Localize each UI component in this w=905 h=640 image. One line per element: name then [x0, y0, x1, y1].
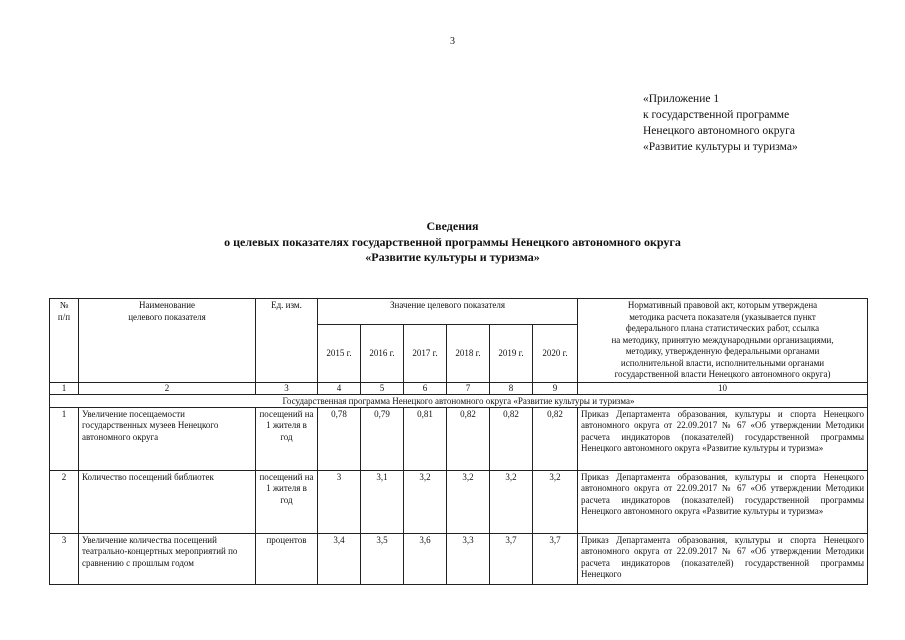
header-values: Значение целевого показателя: [318, 299, 578, 325]
row-normative: Приказ Департамента образования, культуры и спорта Ненецкого автономного округа от 22.09.2017 № 67 «Об утверждении Методики расчета индикаторов (показателей) государственной программы Ненецкого автономного округа «Развитие культуры и туризма»: [578, 470, 868, 533]
program-row: [50, 394, 868, 407]
table-row: [50, 407, 868, 470]
row-value: 3,1: [361, 470, 404, 533]
column-number: 8: [490, 382, 533, 394]
header-row: [50, 299, 868, 325]
row-value: 0,82: [447, 407, 490, 470]
row-unit: процентов: [256, 533, 318, 584]
row-value: 3,4: [318, 533, 361, 584]
row-value: 3,2: [447, 470, 490, 533]
row-value: 3,6: [404, 533, 447, 584]
header-name: Наименование целевого показателя: [79, 299, 256, 383]
column-number: 1: [50, 382, 79, 394]
appendix-line: «Приложение 1: [643, 93, 720, 105]
header-unit: Ед. изм.: [256, 299, 318, 383]
row-normative: Приказ Департамента образования, культуры и спорта Ненецкого автономного округа от 22.09.2017 № 67 «Об утверждении Методики расчета индикаторов (показателей) государственной программы Ненецкого: [578, 533, 868, 584]
row-name: Увеличение количества посещений театрально-концертных мероприятий по сравнению с прошлым годом: [79, 533, 256, 584]
table-row: [50, 470, 868, 533]
row-unit: посещений на 1 жителя в год: [256, 470, 318, 533]
document-title: [0, 219, 905, 266]
appendix-line: Ненецкого автономного округа: [643, 125, 795, 137]
header-num: № п/п: [50, 299, 79, 383]
header-normative: Нормативный правовой акт, которым утверждена методика расчета показателя (указывается пункт федерального плана статистических работ, ссылка на методику, принятую международными организациями, методику, утвержденную федеральными органами исполнительной власти, исполнительными органами государственной власти Ненецкого автономного округа): [578, 299, 868, 383]
header-year: 2018 г.: [447, 325, 490, 382]
title-line: «Развитие культуры и туризма»: [365, 250, 540, 264]
column-numbers-row: [50, 382, 868, 394]
appendix-line: к государственной программе: [643, 109, 790, 121]
column-number: 6: [404, 382, 447, 394]
program-title: Государственная программа Ненецкого автономного округа «Развитие культуры и туризма»: [50, 394, 868, 407]
row-name: Увеличение посещаемости государственных музеев Ненецкого автономного округа: [79, 407, 256, 470]
appendix-note: [643, 91, 893, 155]
column-number: 10: [578, 382, 868, 394]
header-year: 2019 г.: [490, 325, 533, 382]
column-number: 2: [79, 382, 256, 394]
title-line: о целевых показателях государственной программы Ненецкого автономного округа: [224, 234, 681, 249]
row-value: 3,7: [490, 533, 533, 584]
row-value: 3: [318, 470, 361, 533]
column-number: 7: [447, 382, 490, 394]
column-number: 9: [533, 382, 578, 394]
column-number: 5: [361, 382, 404, 394]
column-number: 4: [318, 382, 361, 394]
header-year: 2020 г.: [533, 325, 578, 382]
row-name: Количество посещений библиотек: [79, 470, 256, 533]
row-value: 0,79: [361, 407, 404, 470]
row-value: 0,82: [533, 407, 578, 470]
row-value: 3,7: [533, 533, 578, 584]
header-year: 2015 г.: [318, 325, 361, 382]
row-num: 3: [50, 533, 79, 584]
row-value: 0,78: [318, 407, 361, 470]
row-value: 3,2: [404, 470, 447, 533]
row-value: 0,82: [490, 407, 533, 470]
row-num: 2: [50, 470, 79, 533]
row-num: 1: [50, 407, 79, 470]
row-unit: посещений на 1 жителя в год: [256, 407, 318, 470]
appendix-line: «Развитие культуры и туризма»: [643, 141, 798, 153]
header-year: 2016 г.: [361, 325, 404, 382]
title-line: Сведения: [426, 219, 479, 233]
row-value: 3,2: [533, 470, 578, 533]
table-row: [50, 533, 868, 584]
row-value: 3,3: [447, 533, 490, 584]
column-number: 3: [256, 382, 318, 394]
row-value: 3,5: [361, 533, 404, 584]
page-number: 3: [450, 36, 455, 47]
header-year: 2017 г.: [404, 325, 447, 382]
row-value: 3,2: [490, 470, 533, 533]
row-normative: Приказ Департамента образования, культуры и спорта Ненецкого автономного округа от 22.09.2017 № 67 «Об утверждении Методики расчета индикаторов (показателей) государственной программы Ненецкого автономного округа «Развитие культуры и туризма»: [578, 407, 868, 470]
row-value: 0,81: [404, 407, 447, 470]
indicators-table: [49, 298, 868, 585]
